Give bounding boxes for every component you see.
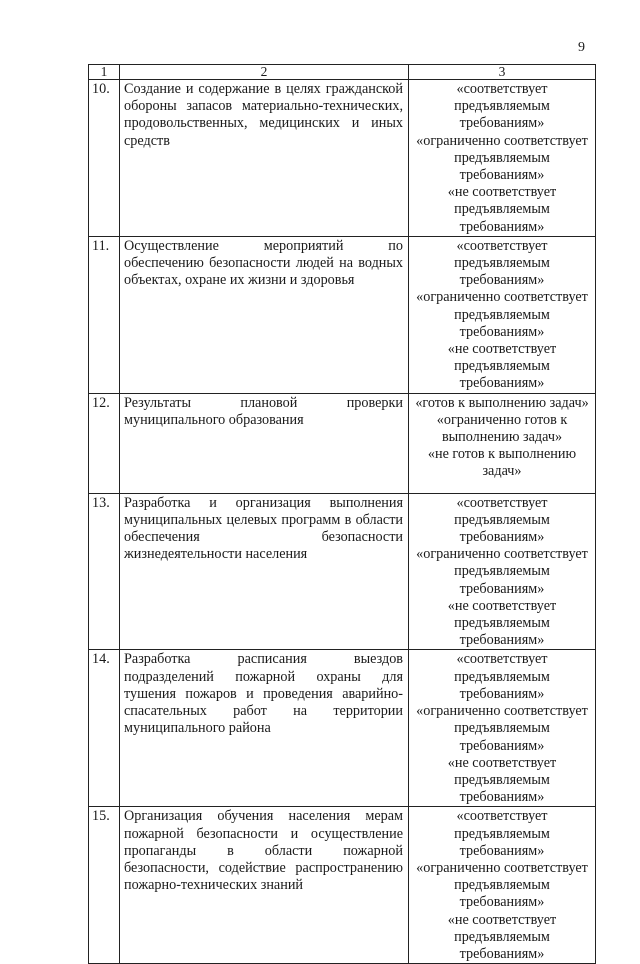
row-number: 15.	[89, 807, 120, 964]
row-number: 13.	[89, 493, 120, 650]
option-text: «не готов к выполнению задач»	[427, 446, 577, 480]
row-options	[409, 393, 596, 493]
option-text: «не соответствует предъявляемым требованиям»	[447, 341, 557, 392]
option-text: «соответствует предъявляемым требованиям»	[454, 808, 550, 859]
option-text: «ограниченно готов к выполнению задач»	[436, 411, 568, 446]
row-number: 14.	[89, 650, 120, 807]
row-description: Результаты плановой проверки муниципального образования	[120, 393, 409, 493]
row-description: Осуществление мероприятий по обеспечению безопасности людей на водных объектах, охране их жизни и здоровья	[120, 236, 409, 393]
row-options	[409, 236, 596, 393]
option-text: «не соответствует предъявляемым требованиям»	[447, 184, 557, 235]
row-number: 10.	[89, 80, 120, 237]
option-text: «соответствует предъявляемым требованиям»	[454, 237, 550, 289]
table-row	[89, 80, 596, 237]
page-number: 9	[578, 40, 585, 55]
table-header-row	[89, 65, 596, 80]
option-text: «не соответствует предъявляемым требованиям»	[447, 911, 557, 962]
table-row	[89, 650, 596, 807]
option-text: «ограниченно соответствует предъявляемым требованиям»	[416, 289, 588, 340]
row-options	[409, 650, 596, 807]
row-number: 12.	[89, 393, 120, 493]
option-text: «соответствует предъявляемым требованиям»	[454, 81, 550, 132]
column-header-2: 2	[120, 65, 409, 80]
option-text: «соответствует предъявляемым требованиям»	[454, 651, 550, 702]
table-row	[89, 807, 596, 964]
option-text: «ограниченно соответствует предъявляемым требованиям»	[416, 859, 588, 911]
criteria-table	[88, 64, 596, 964]
row-number: 11.	[89, 236, 120, 393]
option-text: «ограниченно соответствует предъявляемым требованиям»	[416, 703, 588, 754]
row-description: Организация обучения населения мерам пожарной безопасности и осуществление пропаганды в области пожарной безопасности, содействие распространению пожарно-технических знаний	[120, 807, 409, 964]
option-text: «не соответствует предъявляемым требованиям»	[447, 754, 557, 806]
column-header-3: 3	[409, 65, 596, 80]
row-options	[409, 807, 596, 964]
option-text: «готов к выполнению задач»	[415, 394, 589, 411]
row-description: Разработка и организация выполнения муниципальных целевых программ в области обеспечения безопасности жизнедеятельности населения	[120, 493, 409, 650]
option-text: «соответствует предъявляемым требованиям»	[454, 494, 550, 546]
table-row	[89, 236, 596, 393]
table-row	[89, 393, 596, 493]
row-description: Создание и содержание в целях гражданской обороны запасов материально-технических, продовольственных, медицинских и иных средств	[120, 80, 409, 237]
option-text: «ограниченно соответствует предъявляемым требованиям»	[416, 546, 588, 597]
row-options	[409, 80, 596, 237]
table-row	[89, 493, 596, 650]
option-text: «не соответствует предъявляемым требованиям»	[447, 597, 557, 649]
column-header-1: 1	[89, 65, 120, 80]
row-options	[409, 493, 596, 650]
option-text: «ограниченно соответствует предъявляемым требованиям»	[416, 132, 588, 184]
row-description: Разработка расписания выездов подразделений пожарной охраны для тушения пожаров и проведения аварийно-спасательных работ на территории муниципального района	[120, 650, 409, 807]
